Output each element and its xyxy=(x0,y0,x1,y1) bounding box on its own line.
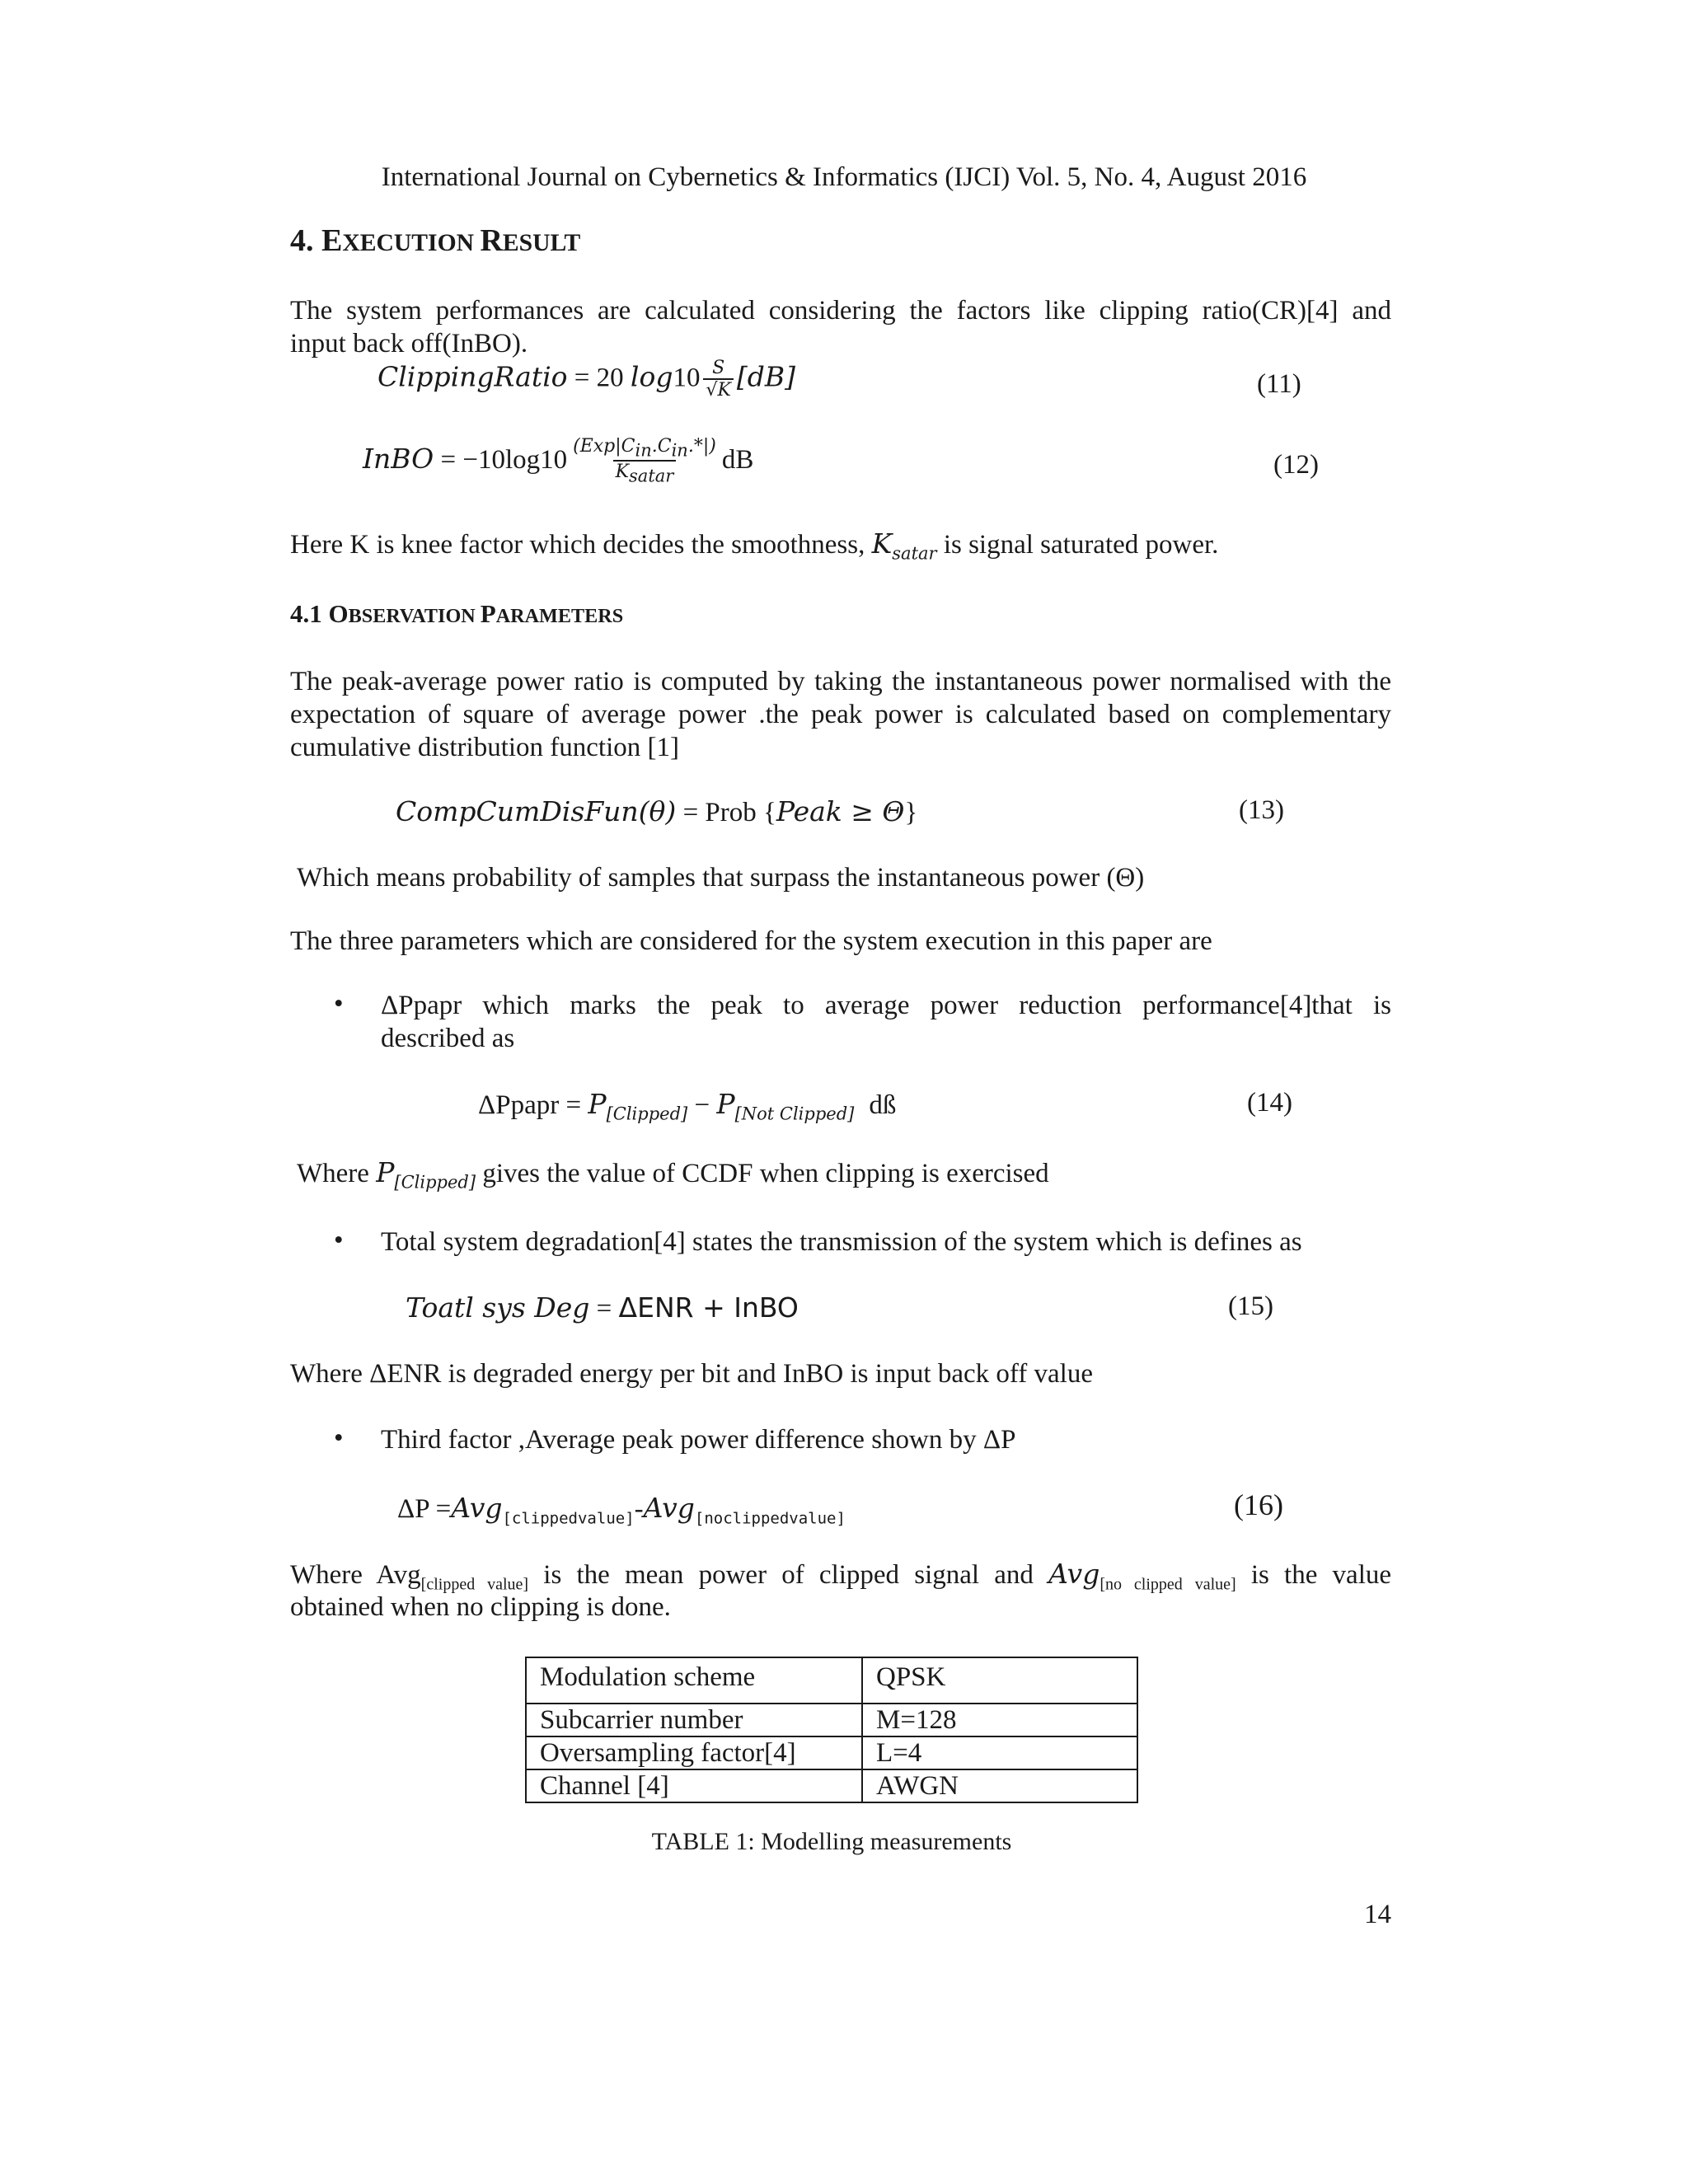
knee-factor-paragraph: Here K is knee factor which decides the smoothness, $K_{satar}$ is signal saturated power. xyxy=(290,527,1219,564)
subsection-heading: 4.1 OBSERVATION PARAMETERS xyxy=(290,599,624,628)
bullet-3: Third factor ,Average peak power difference shown by ΔP xyxy=(381,1425,1016,1455)
equation-13: CompCumDisFun(θ) = Prob {Peak ≥ Θ} xyxy=(396,795,918,827)
papr-paragraph-line1: The peak-average power ratio is computed by taking the instantaneous power normalised with the xyxy=(290,667,1391,696)
equation-15: Toatl sys Deg = ΔENR + InBO xyxy=(406,1291,799,1324)
where-enr-paragraph: Where ΔENR is degraded energy per bit and InBO is input back off value xyxy=(290,1359,1093,1389)
fraction: $\frac{(Exp|C_{in}.C_{in}.*|)}{K_{satar}}$ xyxy=(573,436,716,486)
page-number: 14 xyxy=(1364,1900,1391,1929)
bullet-icon: • xyxy=(334,989,344,1019)
equation-12: InBO = −10log10 $\frac{(Exp|C_{in}.C_{in}.*|)}{K_{satar}}$ dB xyxy=(363,436,754,486)
modelling-table xyxy=(525,1657,1138,1803)
fraction: $\frac{S}{√K}$ xyxy=(703,359,733,401)
papr-paragraph-line2: expectation of square of average power .the peak power is calculated based on complementary xyxy=(290,700,1391,729)
equation-number-13: (13) xyxy=(1239,795,1284,825)
running-header: International Journal on Cybernetics & Informatics (IJCI) Vol. 5, No. 4, August 2016 xyxy=(381,162,1307,192)
equation-14: ΔPpapr = $P_{[Clipped]} - P_{[Not Clipped]}$ dß xyxy=(478,1088,897,1124)
where-p-paragraph: Where $P_{[Clipped]}$ gives the value of CCDF when clipping is exercised xyxy=(297,1156,1049,1193)
parameters-intro: The three parameters which are considered for the system execution in this paper are xyxy=(290,926,1212,956)
bullet-1-line2: described as xyxy=(381,1024,515,1053)
table-cell: Subcarrier number xyxy=(526,1704,862,1736)
equation-number-16: (16) xyxy=(1234,1488,1283,1521)
table-row xyxy=(526,1769,1137,1802)
table-cell: QPSK xyxy=(862,1657,1137,1704)
table-cell: AWGN xyxy=(862,1769,1137,1802)
equation-number-12: (12) xyxy=(1273,450,1319,480)
where-avg-line2: obtained when no clipping is done. xyxy=(290,1592,671,1622)
intro-paragraph-line2: input back off(InBO). xyxy=(290,329,528,359)
papr-paragraph-line3: cumulative distribution function [1] xyxy=(290,733,679,762)
bullet-icon: • xyxy=(334,1423,344,1453)
table-row xyxy=(526,1704,1137,1736)
table-cell: M=128 xyxy=(862,1704,1137,1736)
equation-number-15: (15) xyxy=(1228,1291,1273,1321)
table-cell: Modulation scheme xyxy=(526,1657,862,1704)
table-row xyxy=(526,1736,1137,1769)
section-heading: 4. EXECUTION RESULT xyxy=(290,223,581,258)
bullet-1-line1: ΔPpapr which marks the peak to average power reduction performance[4]that is xyxy=(381,991,1391,1020)
equation-number-11: (11) xyxy=(1257,369,1301,399)
bullet-icon: • xyxy=(334,1226,344,1255)
table-cell: L=4 xyxy=(862,1736,1137,1769)
table-caption: TABLE 1: Modelling measurements xyxy=(651,1828,1012,1855)
table-cell: Channel [4] xyxy=(526,1769,862,1802)
table-cell: Oversampling factor[4] xyxy=(526,1736,862,1769)
equation-16: ΔP =Avg$_{[clippedvalue]}$-Avg$_{[noclippedvalue]}$ xyxy=(397,1492,846,1528)
probability-paragraph: Which means probability of samples that surpass the instantaneous power (Θ) xyxy=(297,863,1145,893)
bullet-2: Total system degradation[4] states the transmission of the system which is defines as xyxy=(381,1227,1302,1257)
equation-number-14: (14) xyxy=(1247,1088,1292,1118)
where-avg-line1: Where Avg$_{[clipped value]}$ is the mean power of clipped signal and Avg$_{[no clipped value]}$ is the value xyxy=(290,1558,1392,1594)
equation-11: ClippingRatio = 20 log10 $\frac{S}{√K}$ [dB] xyxy=(377,358,796,401)
intro-paragraph-line1: The system performances are calculated considering the factors like clipping ratio(CR)[4] and xyxy=(290,296,1391,326)
table-row xyxy=(526,1657,1137,1704)
